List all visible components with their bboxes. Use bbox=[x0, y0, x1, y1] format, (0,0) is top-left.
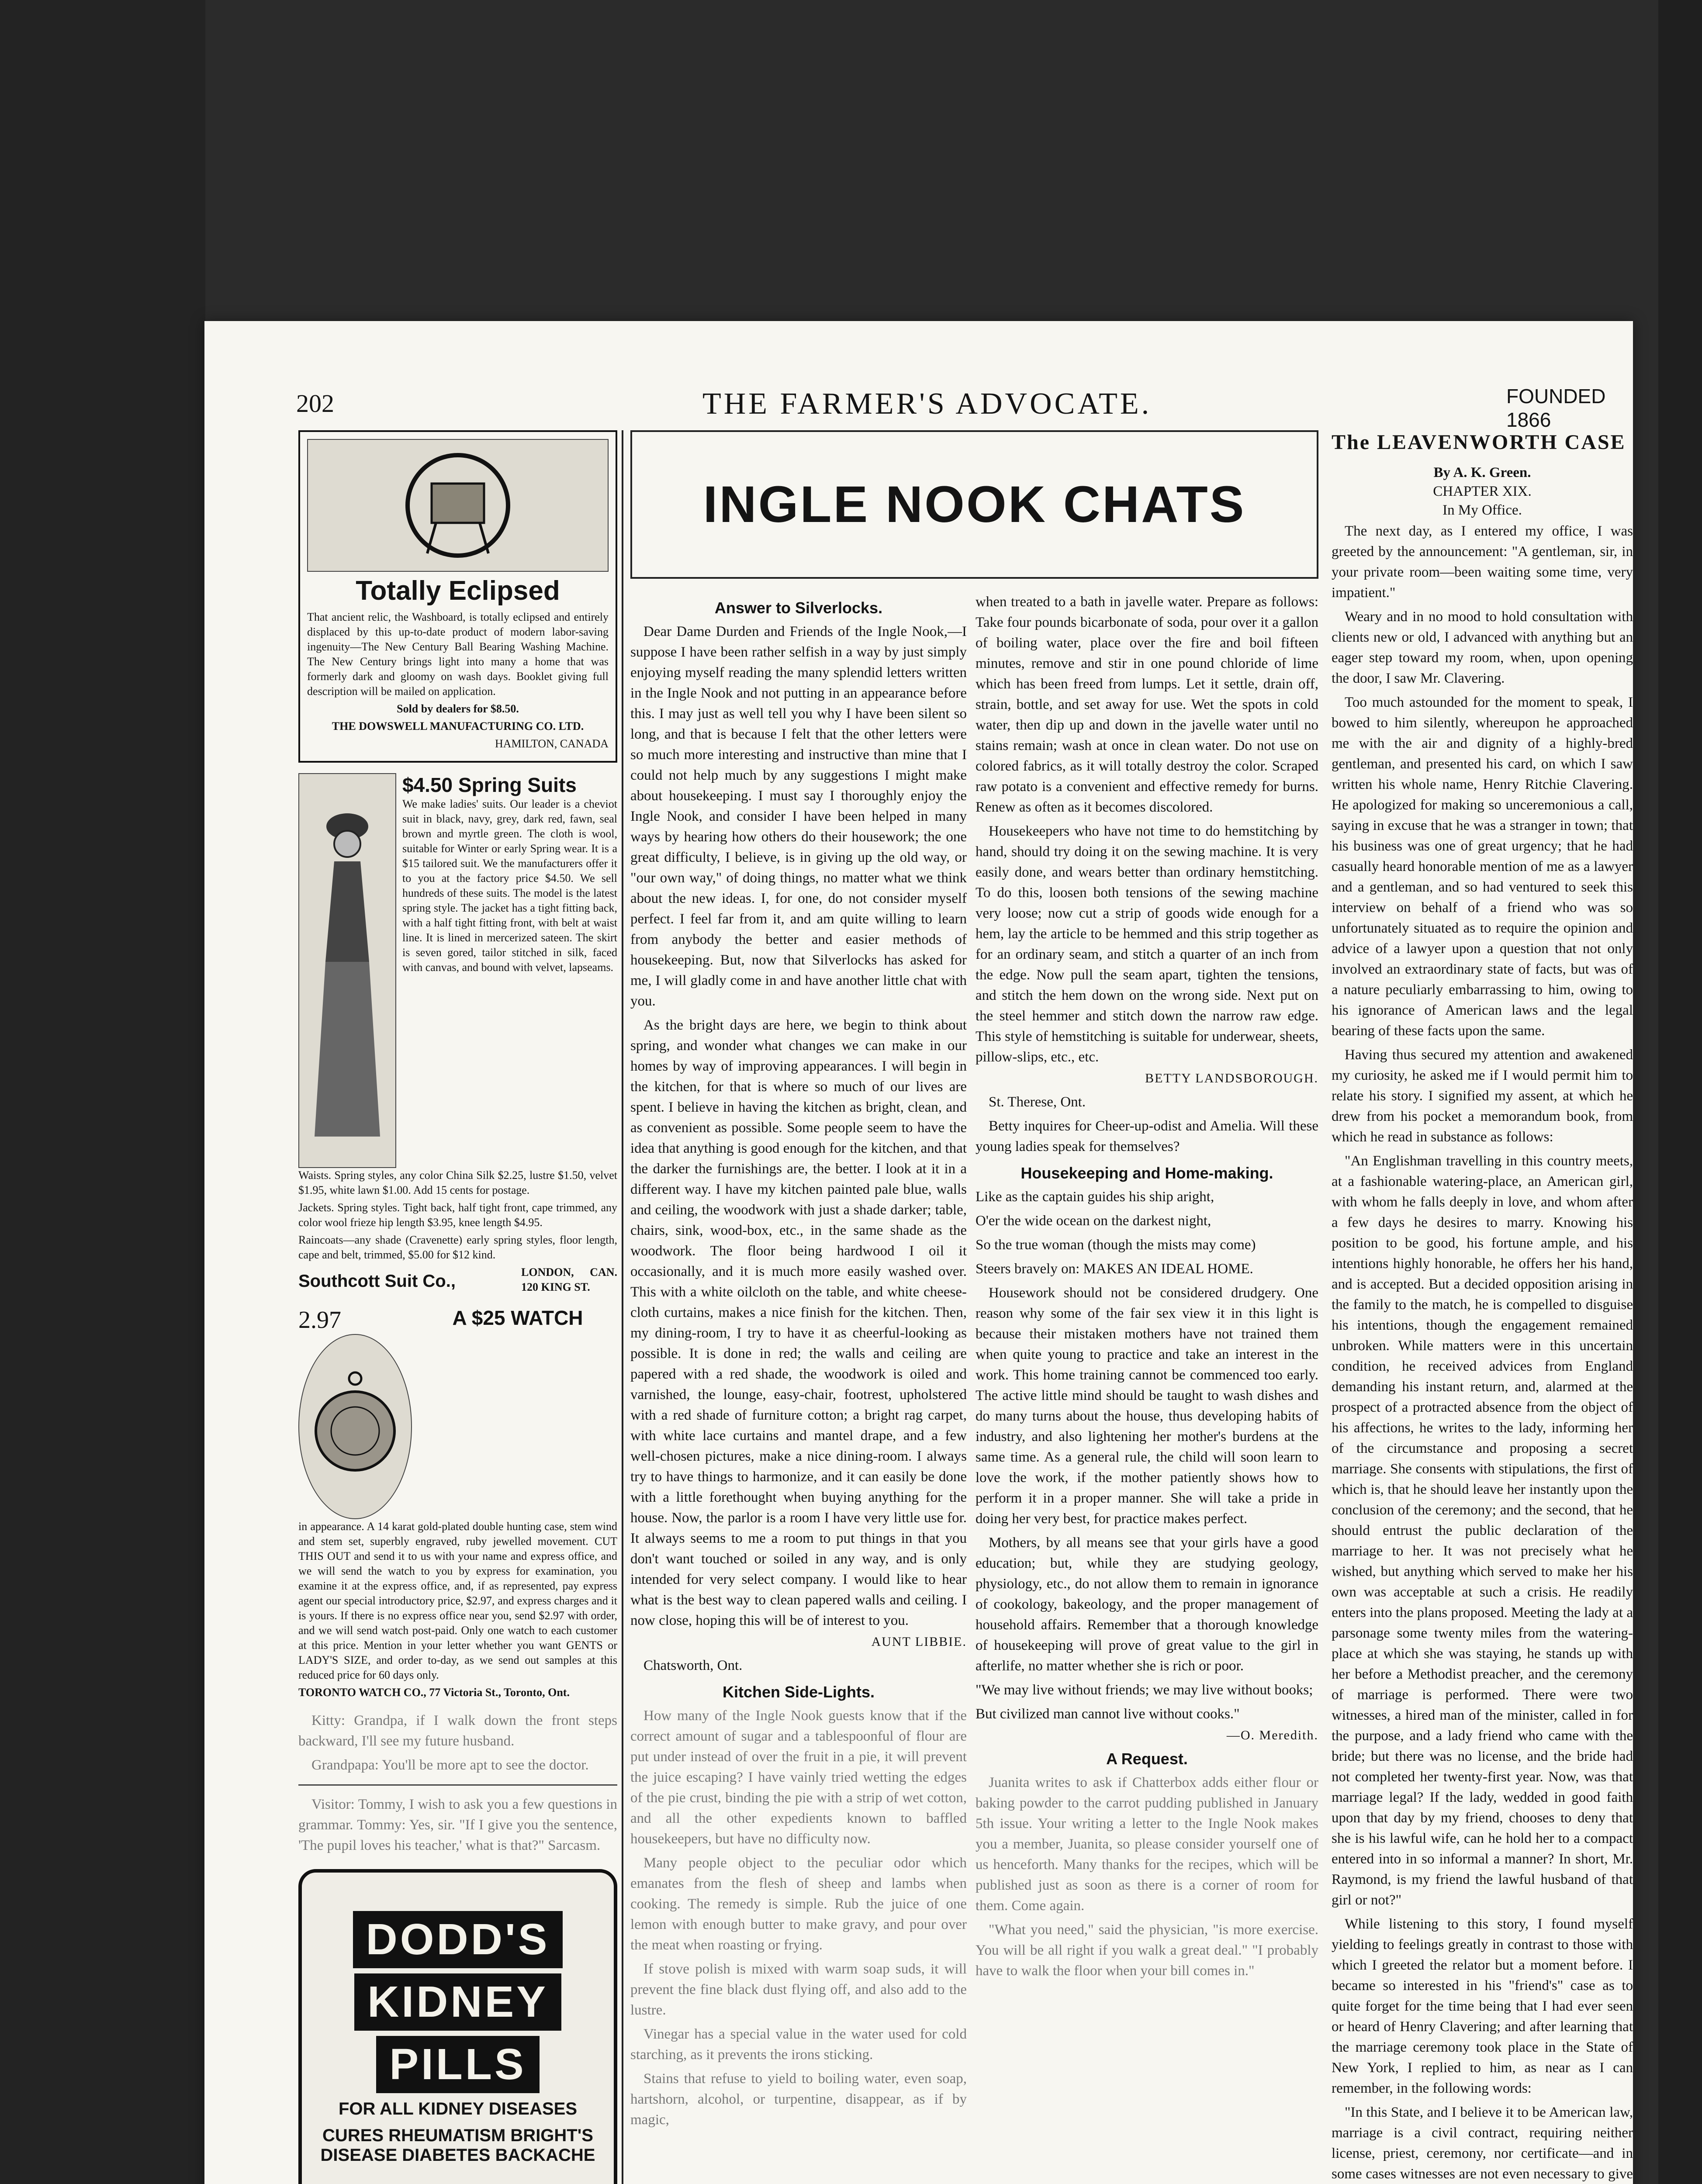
watch-ad bbox=[298, 1306, 617, 1700]
col3-para-2: Housekeepers who have not time to do hemstitching by hand, should try doing it on the sewing machine. It is very easily done, and wears better than ordinary hemstitching. To do this, loosen both tensions of the sewing machine very loose; now cut a strip of goods wide enough for a hem, lay the article to be hemmed and this strip together as for an ordinary seam, and stitch a quarter of an inch from the edge. Now pull the seam apart, tighten the tensions, and stitch the hem down on the wrong side. Next put on the steel hemmer and stitch down the narrow raw edge. This style of hemstitching is suitable for underwear, sheets, pillow-slips, etc., etc. bbox=[976, 823, 1318, 1065]
film-margin-left bbox=[0, 0, 205, 2184]
kitchen-para-5: Stains that refuse to yield to boiling water, even soap, hartshorn, alcohol, or turpentine, disappear, as if by magic, bbox=[630, 2071, 967, 2128]
pills-line-1: DODD'S bbox=[353, 1911, 563, 1968]
watch-ad-body: in appearance. A 14 karat gold-plated double hunting case, stem wind and stem set, superbly engraved, ruby jewelled movement. CUT THIS OUT and send it to us with your name and express office, and we will send the watch to you by express for examination, you examine it at the express office, and, if as represented, pay express agent our special introductory price, $2.97, and express charges and it is yours. If there is no express office near you, send $2.97 with order, and we will send watch post-paid. Only one watch to each customer at this price. Mention in your letter whether you want GENTS or LADY'S SIZE, and order to-day, as we send out samples at this reduced price for 60 days only. bbox=[298, 1520, 617, 1681]
washboard-ad-body: That ancient relic, the Washboard, is totally eclipsed and entirely displaced by this up-to-date product of modern labor-saving ingenuity—The New Century Ball Bearing Washing Machine. The New Century brings light into many a home that was formerly dark and gloomy on wash days. Booklet giving full description will be mailed on application. bbox=[307, 611, 609, 698]
suits-ad-waists: Waists. Spring styles, any color China Silk $2.25, lustre $1.50, velvet $1.95, white lawn $1.00. Add 15 cents for postage. bbox=[298, 1169, 617, 1196]
kitchen-para-2: Many people object to the peculiar odor which emanates from the flesh of sheep and lambs when cooking. The remedy is simple. Rub the juice of one lemon with enough butter to make gravy, and pour over the meat when roasting or frying. bbox=[630, 1855, 967, 1953]
washboard-ad bbox=[298, 430, 617, 763]
suits-ad-jackets: Jackets. Spring styles. Tight back, half tight front, cape trimmed, any color wool frieze hip length $3.95, knee length $4.95. bbox=[298, 1201, 617, 1229]
col3-note: Betty inquires for Cheer-up-odist and Amelia. Will these young ladies speak for themselves? bbox=[976, 1118, 1318, 1154]
washing-machine-icon bbox=[384, 449, 532, 562]
letter-1-title: Answer to Silverlocks. bbox=[714, 599, 883, 617]
kitchen-para-3: If stove polish is mixed with warm soap suds, it will prevent the fine black dust flying off, and also add to the lustre. bbox=[630, 1961, 967, 2018]
poem-line-3: So the true woman (though the mists may come) bbox=[976, 1237, 1256, 1253]
watch-ad-headline: A $25 WATCH bbox=[452, 1306, 583, 1329]
suits-ad-body: We make ladies' suits. Our leader is a cheviot suit in black, navy, grey, dark red, fawn, seal brown and myrtle green. The cloth is wool, suitable for Winter or early Spring wear. It is a $15 tailored suit. We the manufacturers offer it to you at the factory price $4.50. We sell hundreds of these suits. The model is the latest spring style. The jacket has a tight fitting back, with a half tight fitting front, with belt at waist line. It is lined in mercerized sateen. The skirt is seven gored, tailor stitched in silk, faced with canvas, and bound with velvet, lapseams. bbox=[402, 798, 617, 974]
serial-para-4: Having thus secured my attention and awakened my curiosity, he asked me if I would permit him to relate his story. I signified my assent, at which he drew from his pocket a memorandum book, from which he read in substance as follows: bbox=[1332, 1047, 1633, 1145]
suits-ad bbox=[298, 773, 617, 1297]
masthead: THE FARMER'S ADVOCATE. bbox=[702, 387, 1152, 421]
banner-title: INGLE NOOK CHATS bbox=[703, 476, 1246, 533]
letter-1-place: Chatsworth, Ont. bbox=[643, 1658, 743, 1673]
suits-ad-raincoats: Raincoats—any shade (Cravenette) early spring styles, floor length, cape and belt, trimmed, $5.00 for $12 kind. bbox=[298, 1234, 617, 1261]
request-para-1: Juanita writes to ask if Chatterbox adds either flour or baking powder to the carrot pudding published in January 5th issue. Your writing a letter to the Ingle Nook makes you a member, Juanita, so please consider yourself one of us henceforth. Many thanks for the recipes, which will be published just as soon as there is a corner of room for them. Come again. bbox=[976, 1775, 1318, 1914]
letter-1-signature: AUNT LIBBIE. bbox=[871, 1635, 967, 1649]
pills-cures-text: CURES RHEUMATISM BRIGHT'S DISEASE DIABETES BACKACHE bbox=[320, 2126, 595, 2165]
ingle-nook-banner bbox=[630, 430, 1318, 579]
column-rule-1 bbox=[622, 430, 623, 2184]
washboard-ad-title: Totally Eclipsed bbox=[356, 576, 560, 606]
col3-place: St. Therese, Ont. bbox=[989, 1094, 1086, 1110]
joke-2: Grandpapa: You'll be more apt to see the doctor. bbox=[311, 1757, 589, 1773]
lady-figure-icon bbox=[312, 796, 382, 1145]
letter-1-para-2: As the bright days are here, we begin to think about spring, and wonder what changes we can make in our homes by way of improving appearances. I will begin in the kitchen, for that is where so much of our lives are spent. I believe in having the kitchen as bright, clean, and as convenient as possible. Some people seem to have the idea that anything is good enough for the kitchen, and that the darker the furnishings are, the better. I look at it in a different way. I have my kitchen painted pale blue, walls and ceiling, the woodwork with just a shade darker; table, chairs, sink, wood-box, etc., in the same shade as the woodwork. The floor being hardwood I oil it occasionally, and it is much more easily washed over. This with a white oilcloth on the table, and white cheese-cloth curtains, makes a nice finish for the kitchen. Then, my dining-room, I try to have it as cheerful-looking as possible. It is done in red; the walls and ceiling are papered with a red shade, the woodwork is oiled and varnished, the lounge, easy-chair, footrest, upholstered with a red shade of furniture cotton; a bright rag carpet, with white lace curtains and mantel drape, and a few well-chosen pictures, make a nice dining-room. I always try to have things to harmonize, and it can easily be done with a little forethought when buying anything for the house. Now, the parlor is a room I have very little use for. It always seems to me a room to put things in that you don't want touched or soiled in any way, and is only intended for very select company. I would like to hear what is the best way to clean papered walls and ceiling. I now close, hoping this will be of interest to you. bbox=[630, 1017, 967, 1628]
housekeeping-para-2: Mothers, by all means see that your girls have a good education; but, while they are studying geology, physiology, etc., do not allow them to remain in ignorance of cookology, bakeology, and the proper management of household affairs. Remember that a thorough knowledge of housekeeping will prove of great value to the girl in afterlife, no matter whether she is rich or poor. bbox=[976, 1535, 1318, 1674]
meredith-quote-2: But civilized man cannot live without cooks." bbox=[976, 1706, 1240, 1722]
col3-signature: BETTY LANDSBOROUGH. bbox=[1145, 1071, 1318, 1085]
washboard-ad-price: Sold by dealers for $8.50. bbox=[397, 702, 519, 715]
kitchen-title: Kitchen Side-Lights. bbox=[722, 1683, 875, 1701]
suits-ad-address: LONDON, CAN. 120 KING ST. bbox=[521, 1266, 617, 1293]
watch-ad-company: TORONTO WATCH CO., 77 Victoria St., Toronto, Ont. bbox=[298, 1686, 570, 1699]
meredith-quote-1: "We may live without friends; we may live without books; bbox=[976, 1682, 1313, 1698]
kitchen-para-1: How many of the Ingle Nook guests know that if the correct amount of sugar and a tablespoonful of flour are put under instead of over the fruit in a pie, it will prevent the juice escaping? I have vainly tried wetting the edges of the pie crust, binding the pie with a strip of wet cotton, and all the other expedients known to baffled housekeepers, but have no difficulty now. bbox=[630, 1708, 967, 1847]
founded-line: FOUNDED 1866 bbox=[1506, 385, 1606, 431]
joke-3: Visitor: Tommy, I wish to ask you a few questions in grammar. Tommy: Yes, sir. "If I give you the sentence, 'The pupil loves his teacher,' what is that?" Sarcasm. bbox=[298, 1797, 617, 1853]
joke-1: Kitty: Grandpa, if I walk down the front steps backward, I'll see my future husband. bbox=[298, 1713, 617, 1749]
watch-price-tag: 2.97 bbox=[298, 1306, 341, 1334]
serial-para-6: While listening to this story, I found myself yielding to feelings greatly in contrast to those with which I greeted the relator but a moment before. I became so interested in his "friend's" case as to quite forget for the time being that I had ever seen or heard of Henry Clavering; and after learning that the marriage ceremony took place in the State of New York, I replied to him, as near as I can remember, in the following words: bbox=[1332, 1916, 1633, 2096]
newspaper-page bbox=[204, 321, 1633, 2184]
meredith-signature: —O. Meredith. bbox=[1226, 1728, 1318, 1742]
request-para-2: "What you need," said the physician, "is more exercise. You will be all right if you walk a great deal." "I probably have to walk the floor when your bill comes in." bbox=[976, 1922, 1318, 1979]
suits-ad-company: Southcott Suit Co., bbox=[298, 1271, 456, 1291]
kidney-pills-ad bbox=[298, 1869, 617, 2184]
serial-title: The LEAVENWORTH CASE bbox=[1332, 431, 1626, 454]
washing-machine-illustration bbox=[307, 439, 609, 572]
washboard-ad-city: HAMILTON, CANADA bbox=[495, 737, 609, 750]
col3-para-1: when treated to a bath in javelle water. Prepare as follows: Take four pounds bicarbonate of soda, pour over it a gallon of boiling water, place over the fire and boil fifteen minutes, remove and stir in one pound chloride of lime which has been freed from lumps. Let it settle, drain off, strain, bottle, and set away for use. Wet the spots in cold water, then dip up and down in the javelle water until no stains remain; wash at once in clean water. Do not use on colored fabrics, as it will totally destroy the color. Scraped raw potato is a convenient and effective remedy for burns. Renew as often as it becomes discolored. bbox=[976, 594, 1318, 815]
film-margin-right bbox=[1658, 0, 1702, 2184]
lady-figure-illustration bbox=[298, 773, 396, 1168]
serial-para-7: "In this State, and I believe it to be American law, marriage is a civil contract, requiring neither license, priest, ceremony, nor certificate—and in some cases witnesses are not even necessary to give bbox=[1332, 2105, 1633, 2182]
serial-column bbox=[1332, 430, 1633, 2184]
ads-column bbox=[298, 430, 617, 2184]
ingle-nook-column-1 bbox=[630, 592, 967, 2134]
pills-line-3: PILLS bbox=[376, 2036, 539, 2093]
watch-illustration bbox=[298, 1334, 412, 1519]
suits-ad-headline: $4.50 Spring Suits bbox=[402, 774, 577, 796]
pills-line-2: KIDNEY bbox=[354, 1973, 561, 2031]
letter-1-para-1: Dear Dame Durden and Friends of the Ingle Nook,—I suppose I have been rather selfish in a way by just simply enjoying myself reading the many splendid letters written in the Ingle Nook and not putting in an appearance before this. I may just as well tell you why I have been silent so long, and that is because I felt that the other letters were so much more interesting and instructive than mine that I could not help much by any suggestions I might make about housekeeping. I must say I thoroughly enjoy the Ingle Nook, and consider I have been helped in many ways by hearing how others do their housework; the one great difficulty, I believe, is in giving up the old way, or "our own way," of doing things, no matter what we think about the new ideas. I, for one, do not consider myself perfect. I feel far from it, and am quite willing to learn from anybody the better and easier methods of housekeeping. But, now that Silverlocks has asked for me, I will gladly come in and have another little chat with you. bbox=[630, 624, 967, 1009]
request-title: A Request. bbox=[1106, 1750, 1188, 1768]
page-number: 202 bbox=[296, 389, 334, 418]
serial-para-5: "An Englishman travelling in this country meets, at a fashionable watering-place, an American girl, with whom he falls deeply in love, and whom after a few days he desires to marry. Knowing his position to be good, his fortune ample, and his intentions highly honorable, he offers her his hand, and is accepted. But a decided opposition arising in the family to the match, he is compelled to disguise his intentions, though the engagement remained unbroken. While matters were in this uncertain condition, he received advices from England demanding his instant return, and, alarmed at the prospect of a protracted absence from the object of his affections, he writes to the lady, informing her of the circumstance and proposing a secret marriage. She consents with stipulations, the first of which is, that he should leave her instantly upon the conclusion of the ceremony; and the second, that he should entrust the public declaration of the marriage to her. It was not precisely what he wished, but anything which served to make her his own was acceptable at such a crisis. He readily enters into the plans proposed. Meeting the lady at a parsonage some twenty miles from the watering-place at which she was staying, he stands up with her before a Methodist preacher, and the ceremony of marriage is performed. There were two witnesses, a hired man of the minister, called in for the purpose, and a lady friend who came with the bride; but there was no license, and the bride had not completed her twenty-first year. Now, was that marriage legal? If the lady, wedded in good faith upon that day by my friend, chooses to deny that she is his lawful wife, can he hold her to a compact entered into in so informal a manner? In short, Mr. Raymond, is my friend the lawful husband of that girl or not?" bbox=[1332, 1153, 1633, 1908]
kitchen-para-4: Vinegar has a special value in the water used for cold starching, as it prevents the irons sticking. bbox=[630, 2026, 967, 2063]
ingle-nook-column-2 bbox=[976, 592, 1318, 1985]
serial-chapter: CHAPTER XIX. bbox=[1433, 484, 1532, 499]
poem-line-1: Like as the captain guides his ship aright, bbox=[976, 1189, 1214, 1205]
serial-chapter-sub: In My Office. bbox=[1443, 502, 1522, 518]
housekeeping-title: Housekeeping and Home-making. bbox=[1021, 1164, 1273, 1182]
washboard-ad-company: THE DOWSWELL MANUFACTURING CO. LTD. bbox=[332, 720, 584, 733]
housekeeping-para-1: Housework should not be considered drudgery. One reason why some of the fair sex view it in this light is because their mistaken mothers have not trained them when quite young to practice and take an interest in the work. This home training cannot be commenced too early. The active little mind should be taught to wash dishes and do many turns about the house, thus developing habits of industry, and also lightening her mother's burdens at the same time. As a general rule, the child will soon learn to love the work, if the mother patiently shows how to perform it in a proper manner. She will take a pride in doing her very best, for practice makes perfect. bbox=[976, 1285, 1318, 1527]
serial-para-3: Too much astounded for the moment to speak, I bowed to him silently, whereupon he approached me with the air and dignity of a highly-bred gentleman, and presented his card, on which I saw written his whole name, Henry Ritchie Clavering. He apologized for making so unceremonious a call, saying in excuse that he was a stranger in town; that his business was one of great urgency; that he had casually heard honorable mention of me as a lawyer and a gentleman, and so had ventured to seek this interview on behalf of a friend who was so unfortunately situated as to require the opinion and advice of a lawyer upon a question that not only involved an extraordinary state of facts, but was of a nature peculiarly embarrassing to him, owing to his ignorance of American laws and the legal bearing of these facts upon the same. bbox=[1332, 695, 1633, 1039]
poem-line-4: Steers bravely on: MAKES AN IDEAL HOME. bbox=[976, 1261, 1253, 1277]
serial-para-2: Weary and in no mood to hold consultation with clients new or old, I advanced with anything but an eager step toward my room, when, upon opening the door, I saw Mr. Clavering. bbox=[1332, 609, 1633, 686]
serial-author: By A. K. Green. bbox=[1433, 465, 1531, 480]
poem-line-2: O'er the wide ocean on the darkest night, bbox=[976, 1213, 1211, 1229]
serial-para-1: The next day, as I entered my office, I was greeted by the announcement: "A gentleman, sir, in your private room—been waiting some time, very impatient." bbox=[1332, 523, 1633, 601]
pocket-watch-icon bbox=[311, 1370, 399, 1483]
pills-ring-text: FOR ALL KIDNEY DISEASES bbox=[338, 2099, 577, 2118]
